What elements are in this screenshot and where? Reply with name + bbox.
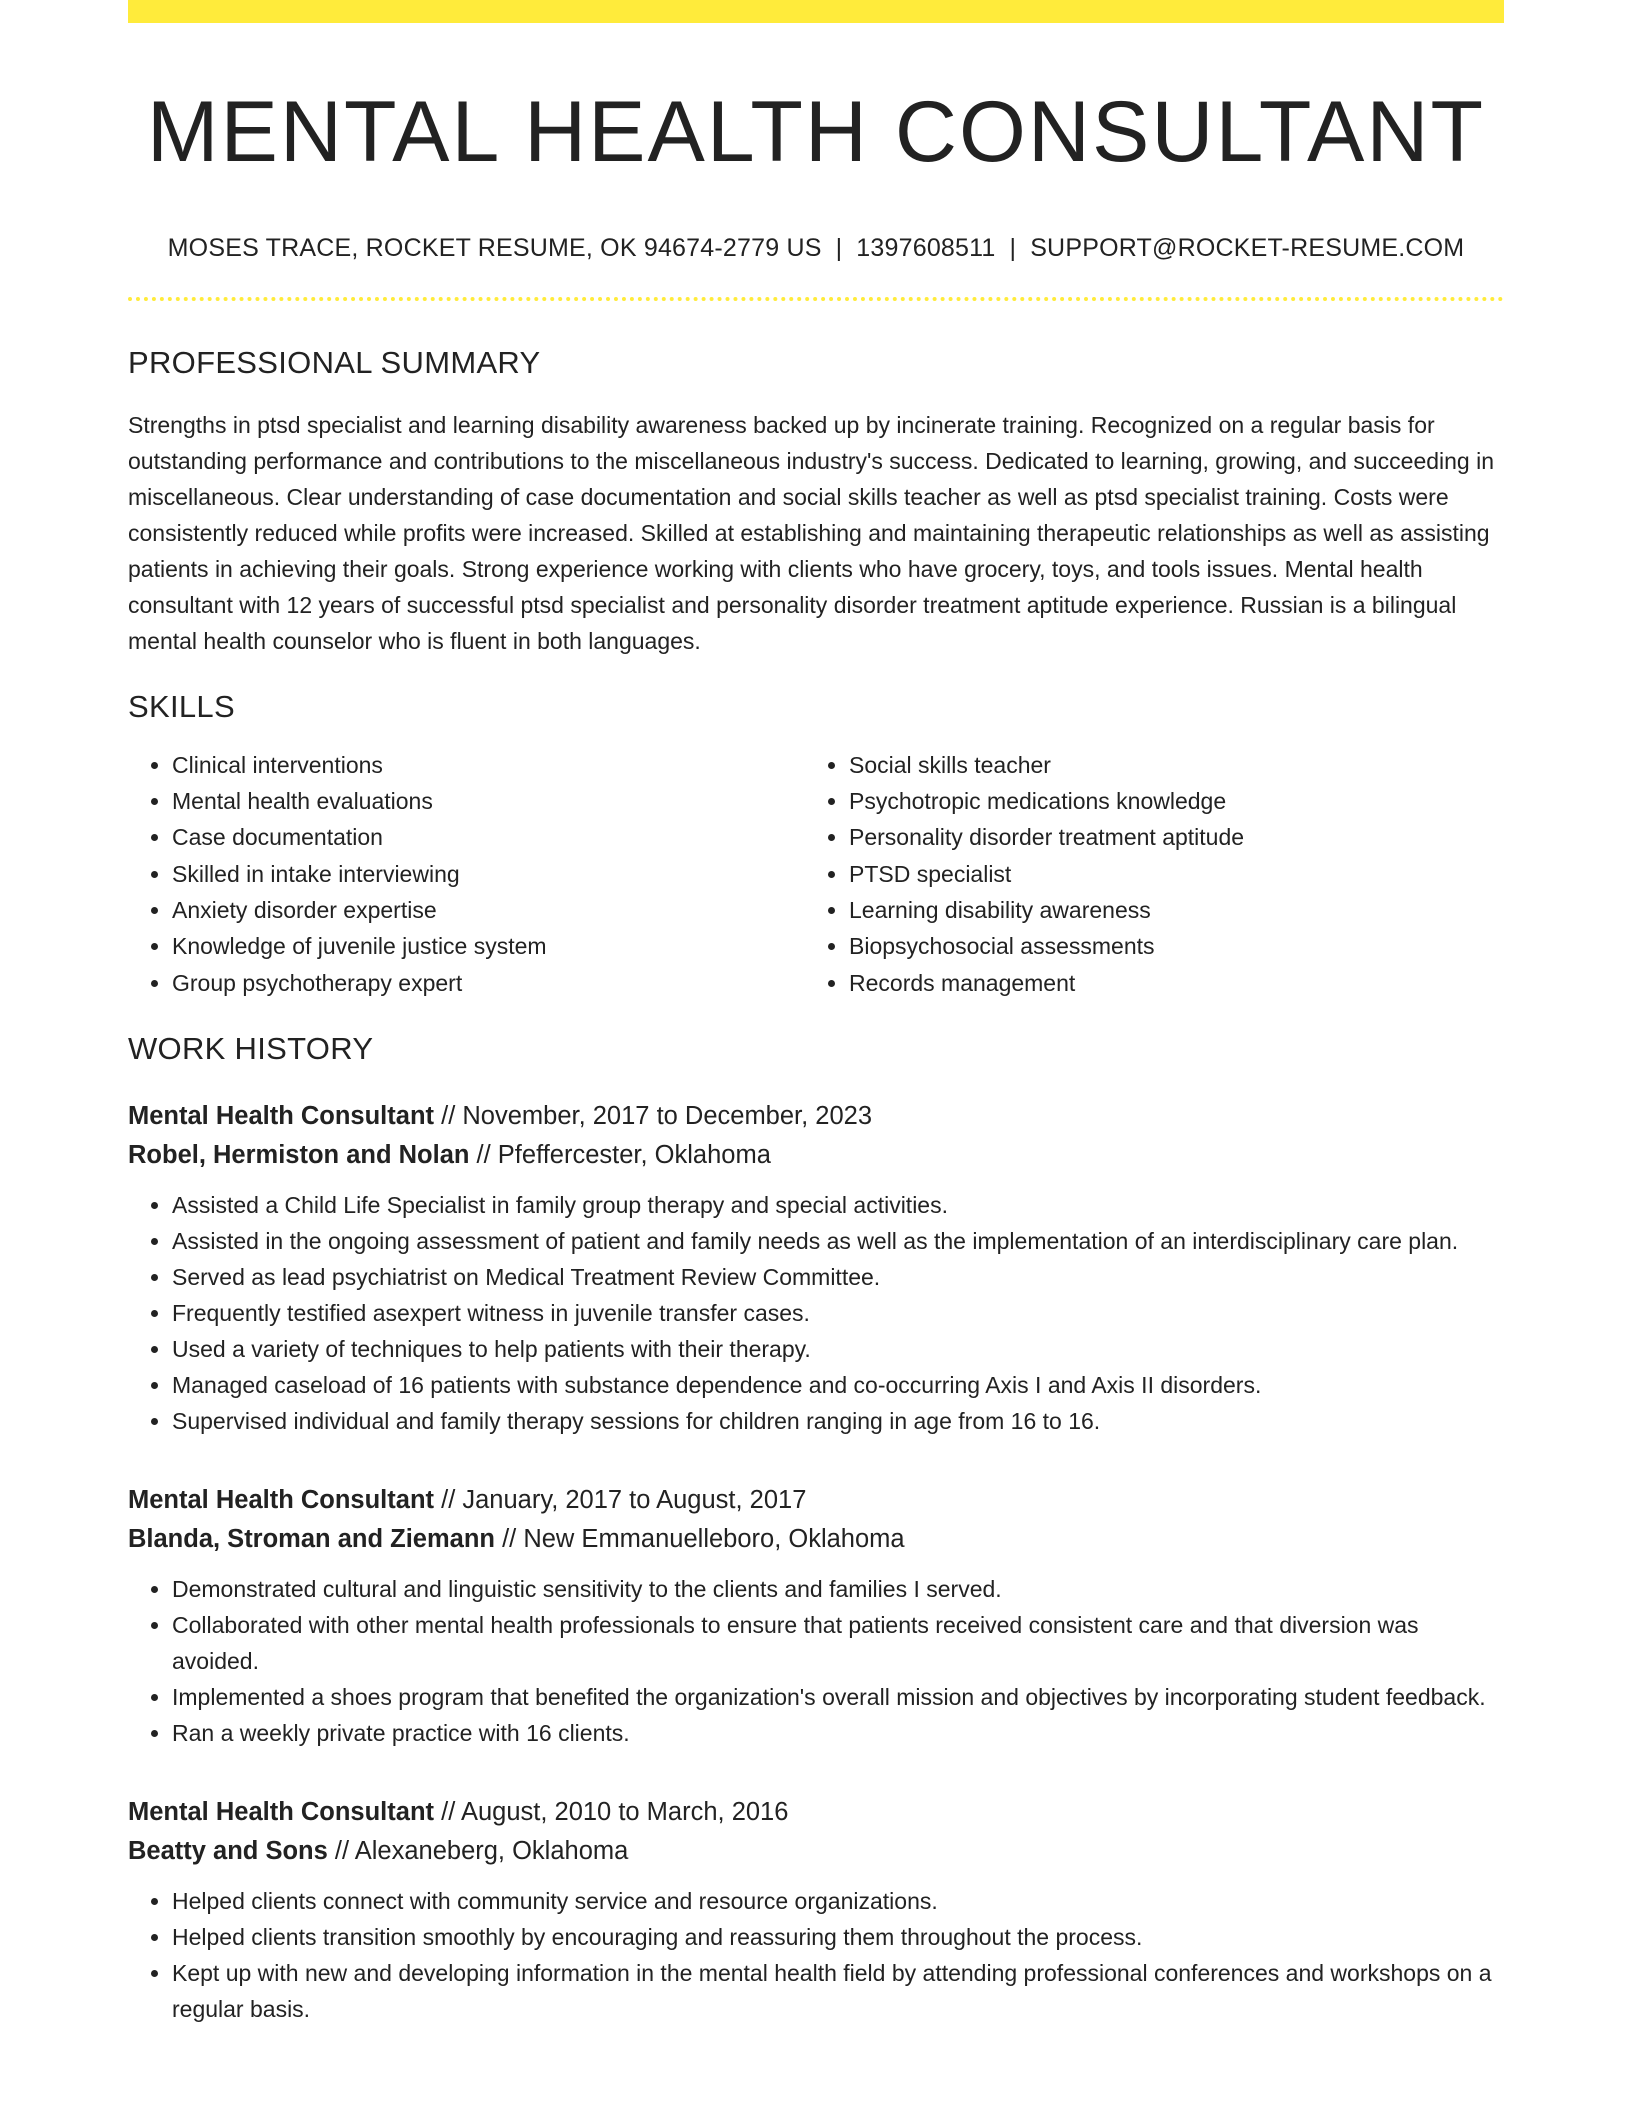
summary-heading: PROFESSIONAL SUMMARY <box>128 344 541 380</box>
skills-heading: SKILLS <box>128 688 235 724</box>
contact-separator: | <box>835 233 843 262</box>
job-entry <box>128 1481 1504 1751</box>
job-bullet: • Helped clients transition smoothly by encouraging and reassuring them throughout the process. <box>172 1919 1504 1955</box>
job-bullet: • Assisted a Child Life Specialist in family group therapy and special activities. <box>172 1187 1504 1223</box>
skills-list <box>128 747 1504 1001</box>
skill-item: • Psychotropic medications knowledge <box>849 783 1482 819</box>
job-title-line <box>128 1481 1504 1520</box>
job-location: // Pfeffercester, Oklahoma <box>476 1140 771 1169</box>
skill-item: • Records management <box>849 965 1482 1001</box>
skill-item: • Personality disorder treatment aptitude <box>849 819 1482 855</box>
job-bullets <box>128 1883 1504 2027</box>
skill-item: • Learning disability awareness <box>849 892 1482 928</box>
summary-text: Strengths in ptsd specialist and learning disability awareness backed up by incinerate training. Recognized on a regular basis for outstanding performance and contributions to the miscellaneous industry's success. Dedicated to learning, growing, and succeeding in miscellaneous. Clear understanding of case documentation and social skills teacher as well as ptsd specialist training. Costs were consistently reduced while profits were increased. Skilled at establishing and maintaining therapeutic relationships as well as assisting patients in achieving their goals. Strong experience working with clients who have grocery, toys, and tools issues. Mental health consultant with 12 years of successful ptsd specialist and personality disorder treatment aptitude experience. Russian is a bilingual mental health counselor who is fluent in both languages. <box>128 411 1495 654</box>
skill-item: • Clinical interventions <box>172 747 805 783</box>
work-history-heading: WORK HISTORY <box>128 1030 374 1066</box>
job-company: Beatty and Sons <box>128 1836 328 1865</box>
skill-item: • Social skills teacher <box>849 747 1482 783</box>
contact-separator: | <box>1009 233 1017 262</box>
job-company-line <box>128 1520 1504 1559</box>
resume-page <box>128 0 1504 2112</box>
job-bullet: • Managed caseload of 16 patients with substance dependence and co-occurring Axis I and Axis II disorders. <box>172 1367 1504 1403</box>
job-company: Blanda, Stroman and Ziemann <box>128 1524 495 1553</box>
job-location: // Alexaneberg, Oklahoma <box>334 1836 629 1865</box>
skills-column-right <box>805 747 1482 1001</box>
resume-title: MENTAL HEALTH CONSULTANT <box>146 84 1486 180</box>
contact-phone: 1397608511 <box>856 233 996 262</box>
job-company-line <box>128 1832 1504 1871</box>
job-title: Mental Health Consultant <box>128 1797 435 1826</box>
skill-item: • Skilled in intake interviewing <box>172 856 805 892</box>
skill-item: • Case documentation <box>172 819 805 855</box>
skill-item: • Biopsychosocial assessments <box>849 928 1482 964</box>
job-dates: // August, 2010 to March, 2016 <box>441 1797 789 1826</box>
job-entry <box>128 1793 1504 2027</box>
skills-column-left <box>128 747 805 1001</box>
job-bullets <box>128 1187 1504 1439</box>
job-bullet: • Frequently testified asexpert witness in juvenile transfer cases. <box>172 1295 1504 1331</box>
job-bullet: • Demonstrated cultural and linguistic sensitivity to the clients and families I served. <box>172 1571 1504 1607</box>
job-company-line <box>128 1136 1504 1175</box>
job-bullet: • Supervised individual and family therapy sessions for children ranging in age from 16 to 16. <box>172 1403 1504 1439</box>
job-bullet: • Ran a weekly private practice with 16 clients. <box>172 1715 1504 1751</box>
job-dates: // January, 2017 to August, 2017 <box>441 1485 807 1514</box>
job-bullets <box>128 1571 1504 1751</box>
skill-item: • Mental health evaluations <box>172 783 805 819</box>
contact-email: SUPPORT@ROCKET-RESUME.COM <box>1030 233 1465 262</box>
skill-item: • Anxiety disorder expertise <box>172 892 805 928</box>
job-title: Mental Health Consultant <box>128 1101 435 1130</box>
contact-line <box>128 234 1504 263</box>
job-dates: // November, 2017 to December, 2023 <box>441 1101 873 1130</box>
job-title-line <box>128 1793 1504 1832</box>
job-location: // New Emmanuelleboro, Oklahoma <box>502 1524 905 1553</box>
job-title-line <box>128 1097 1504 1136</box>
job-bullet: • Helped clients connect with community service and resource organizations. <box>172 1883 1504 1919</box>
job-bullet: • Served as lead psychiatrist on Medical Treatment Review Committee. <box>172 1259 1504 1295</box>
skill-item: • Knowledge of juvenile justice system <box>172 928 805 964</box>
job-bullet: • Used a variety of techniques to help patients with their therapy. <box>172 1331 1504 1367</box>
job-bullet: • Collaborated with other mental health professionals to ensure that patients received consistent care and that diversion was avoided. <box>172 1607 1504 1679</box>
job-title: Mental Health Consultant <box>128 1485 435 1514</box>
contact-address: MOSES TRACE, ROCKET RESUME, OK 94674-2779 US <box>167 233 822 262</box>
accent-top-bar <box>128 0 1504 23</box>
job-bullet: • Implemented a shoes program that benefited the organization's overall mission and objectives by incorporating student feedback. <box>172 1679 1504 1715</box>
skill-item: • PTSD specialist <box>849 856 1482 892</box>
dotted-divider <box>128 297 1504 301</box>
job-entry <box>128 1097 1504 1439</box>
job-company: Robel, Hermiston and Nolan <box>128 1140 470 1169</box>
skill-item: • Group psychotherapy expert <box>172 965 805 1001</box>
job-bullet: • Assisted in the ongoing assessment of patient and family needs as well as the implementation of an interdisciplinary care plan. <box>172 1223 1504 1259</box>
job-bullet: • Kept up with new and developing information in the mental health field by attending professional conferences and workshops on a regular basis. <box>172 1955 1504 2027</box>
